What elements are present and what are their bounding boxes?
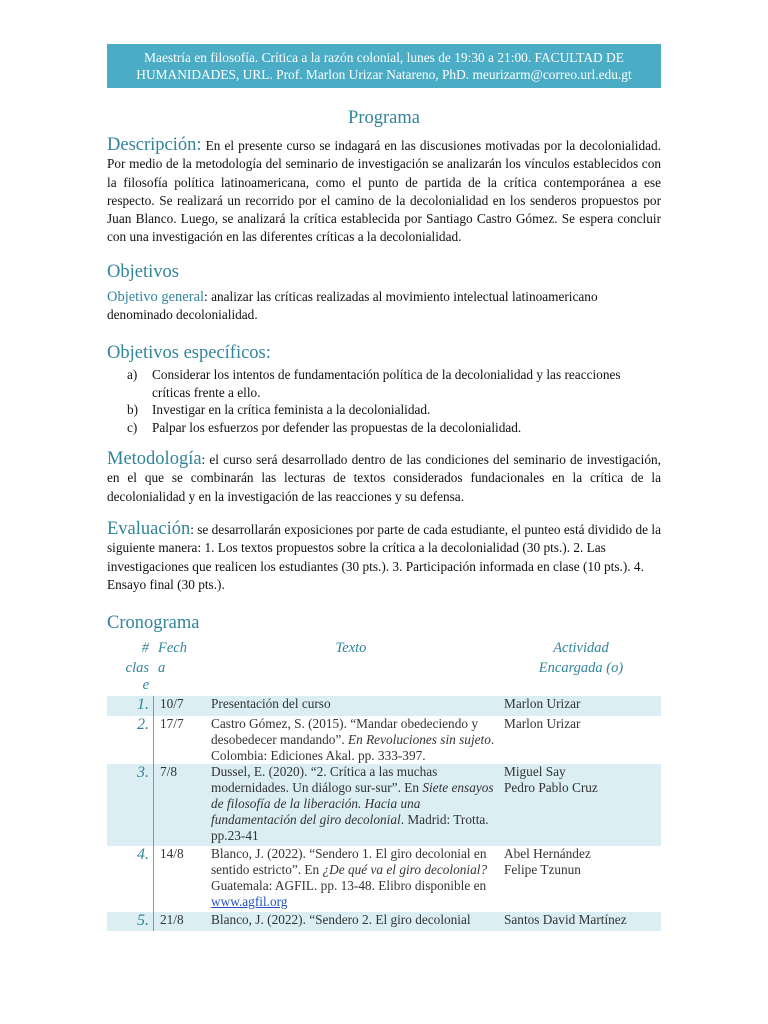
objetivos-heading: Objetivos <box>107 262 179 282</box>
list-item: b) Investigar en la crítica feminista a la decolonialidad. <box>127 402 431 418</box>
evaluacion-label: Evaluación <box>107 519 191 539</box>
evaluacion-paragraph <box>107 520 661 594</box>
objetivo-general-label: Objetivo general <box>107 289 205 305</box>
descripcion-paragraph <box>107 136 661 247</box>
descripcion-text: En el presente curso se indagará en las discusiones motivadas por la decolonialidad. Por medio de la metodología del seminario de investigación se analizarán los vínculos establecidos con la filosofía política latinoamericana, como el punto de partida de la crítica contemporánea a ese respecto. Se realizará un recorrido por el camino de la decolonialidad en los senderos propuestos por Juan Blanco. Luego, se analizará la crítica establecida por Santiago Castro Gómez. Se espera concluir con una investigación en las diferentes críticas a la decolonialidad. <box>107 138 661 245</box>
schedule-table-header <box>107 638 661 697</box>
table-row: 5. 21/8 Blanco, J. (2022). “Sendero 2. El giro decolonial Santos David Martínez <box>107 912 661 931</box>
page-title: Programa <box>348 108 420 128</box>
list-item: a) Considerar los intentos de fundamentación política de la decolonialidad y las reacciones críticas frente a ello. <box>127 367 621 400</box>
cronograma-heading: Cronograma <box>107 613 200 633</box>
objetivos-especificos-heading: Objetivos específicos: <box>107 343 271 363</box>
objetivo-general-paragraph <box>107 288 661 325</box>
agfil-link[interactable]: www.agfil.org <box>211 894 288 909</box>
column-header-clase: # clas e <box>125 640 149 693</box>
table-row: 1. 10/7 Presentación del curso Marlon Urizar <box>107 696 661 716</box>
column-header-fecha: Fech a <box>158 640 187 676</box>
objetivo-general-text: : analizar las críticas realizadas al movimiento intelectual latinoamericano denominado decolonialidad. <box>107 289 598 323</box>
header-line-2: HUMANIDADES, URL. Prof. Marlon Urizar Natareno, PhD. meurizarm@correo.url.edu.gt <box>136 67 632 82</box>
column-header-texto: Texto <box>335 640 367 656</box>
evaluacion-text: : se desarrollarán exposiciones por parte de cada estudiante, el punteo está dividido de la siguiente manera: 1. Los textos propuestos sobre la crítica a la decolonialidad (30 pts.). 2. Las investigaciones que realicen los estudiantes (30 pts.). 3. Participación informada en clase (10 pts.). 4. Ensayo final (30 pts.). <box>107 522 661 592</box>
metodologia-label: Metodología <box>107 449 202 469</box>
header-line-1: Maestría en filosofía. Crítica a la razón colonial, lunes de 19:30 a 21:00. FACULTAD DE <box>144 50 624 65</box>
list-item: c) Palpar los esfuerzos por defender las propuestas de la decolonialidad. <box>127 419 522 435</box>
objetivos-especificos-list <box>107 366 661 436</box>
metodologia-paragraph <box>107 450 661 506</box>
table-row: 4. 14/8 Blanco, J. (2022). “Sendero 1. El giro decolonial en sentido estricto”. En ¿De qué va el giro decolonial? Guatemala: AGFIL. pp. 13-48. Elibro disponible en www.agfil.org Abel Hernández Felipe Tzunun <box>107 846 661 912</box>
metodologia-text: : el curso será desarrollado dentro de las condiciones del seminario de investigación, en el que se combinarán las lecturas de textos considerados fundacionales en la crítica de la decolonialidad y en la investigación de las reacciones y su defensa. <box>107 452 661 504</box>
descripcion-label: Descripción: <box>107 135 202 155</box>
course-header-banner <box>107 44 661 88</box>
column-header-actividad: Actividad Encargada (o) <box>538 640 624 676</box>
table-row: 2. 17/7 Castro Gómez, S. (2015). “Mandar obedeciendo y desobedecer mandando”. En Revoluciones sin sujeto. Colombia: Ediciones Akal. pp. 333-397. Marlon Urizar <box>137 716 581 763</box>
table-row: 3. 7/8 Dussel, E. (2020). “2. Crítica a las muchas modernidades. Un diálogo sur-sur”. En Siete ensayos de filosofía de la liberación. Hacia una fundamentación del giro decolonial. Madrid: Trotta. pp.23-41 Miguel Say Pedro Pablo Cruz <box>107 764 661 846</box>
